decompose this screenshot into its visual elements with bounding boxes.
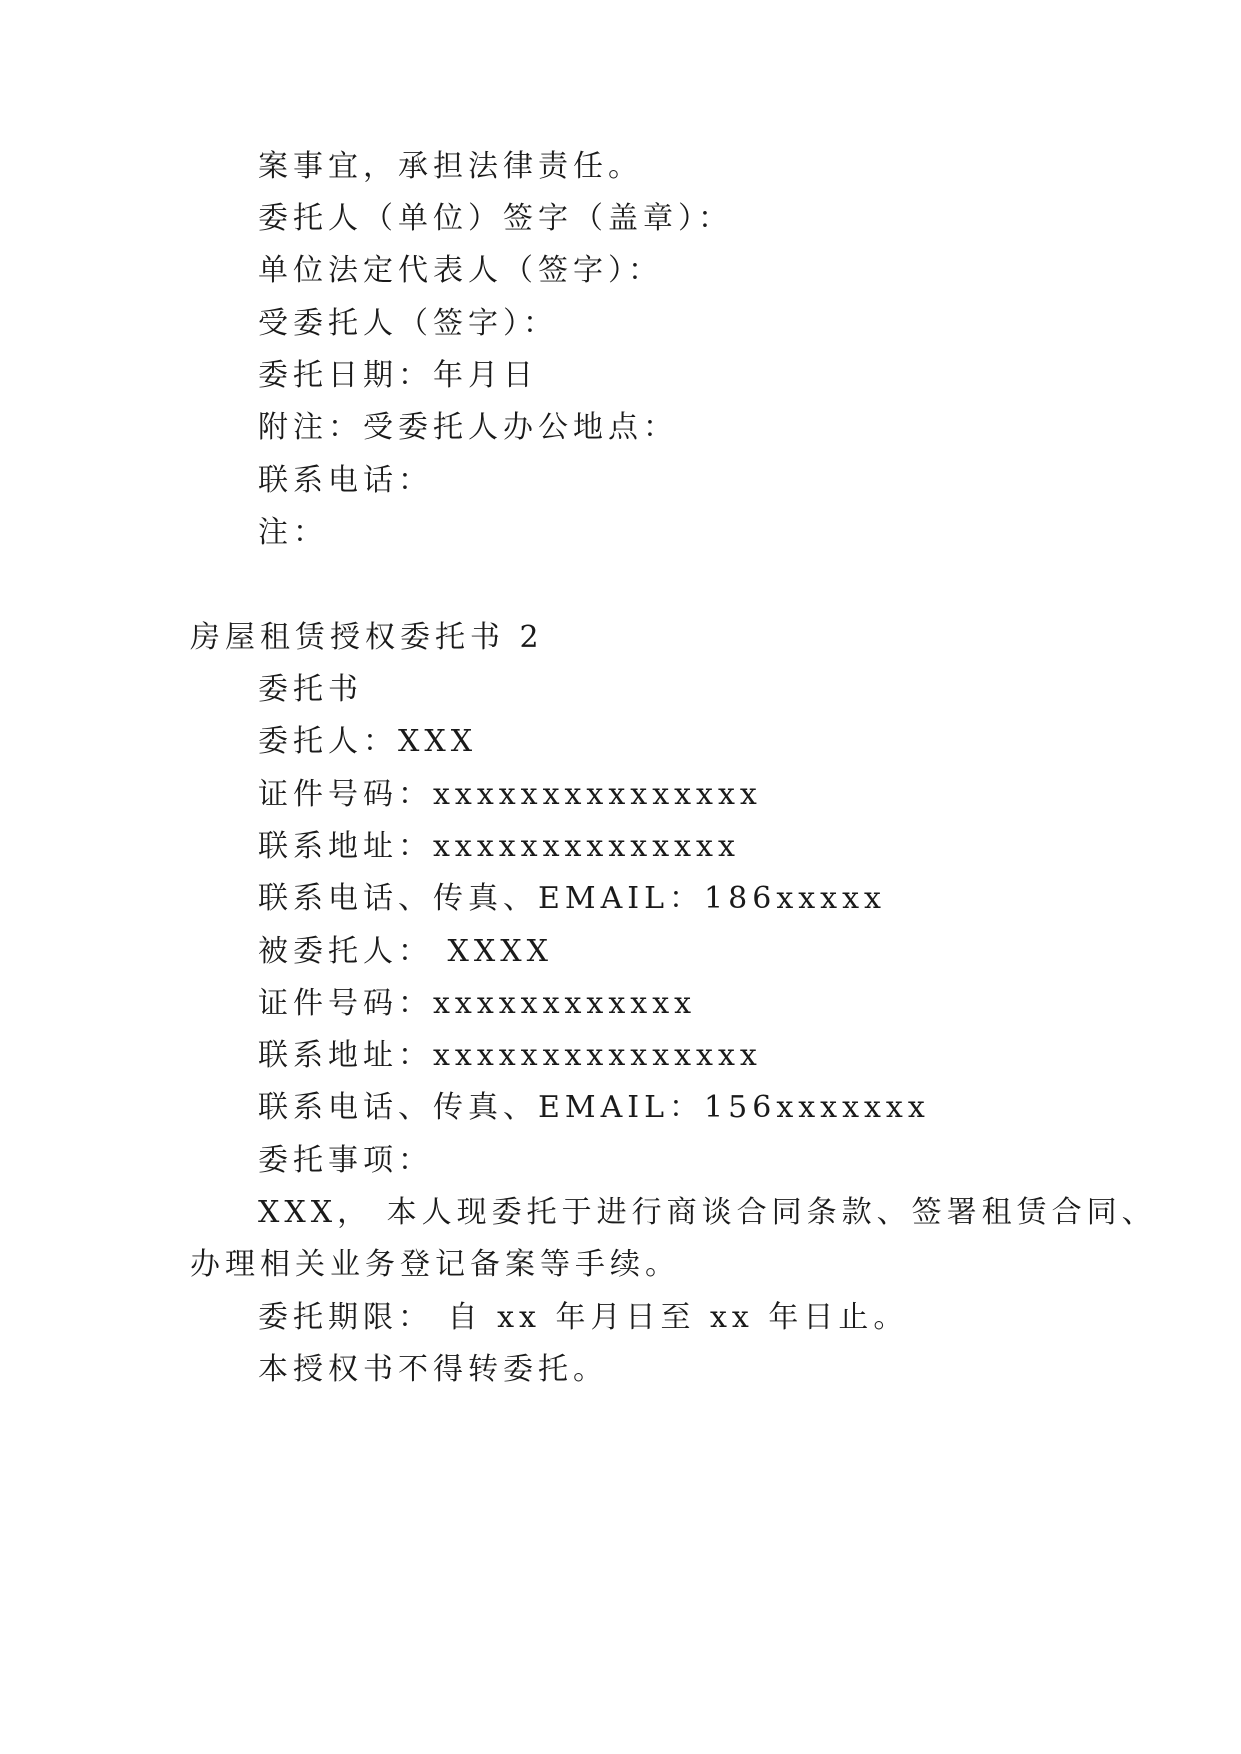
- principal-address: 联系地址：xxxxxxxxxxxxxx: [258, 829, 740, 864]
- principal-id-number: 证件号码：xxxxxxxxxxxxxxx: [258, 777, 762, 812]
- principal-contact: 联系电话、传真、EMAIL：186xxxxx: [258, 881, 886, 916]
- entrust-term: 委托期限： 自 xx 年月日至 xx 年日止。: [258, 1300, 909, 1335]
- text-line-note: 注：: [258, 515, 328, 550]
- text-line-office-location: 附注：受委托人办公地点：: [258, 410, 678, 445]
- agent-contact: 联系电话、传真、EMAIL：156xxxxxxx: [258, 1090, 930, 1125]
- text-line-entrust-date: 委托日期：年月日: [258, 358, 538, 393]
- agent-address: 联系地址：xxxxxxxxxxxxxxx: [258, 1038, 762, 1073]
- section-heading: 委托书: [258, 672, 363, 707]
- section-title: 房屋租赁授权委托书 2: [190, 620, 544, 655]
- text-line-contact-phone: 联系电话：: [258, 463, 433, 498]
- text-line-agent-signature: 受委托人（签字）：: [258, 306, 558, 341]
- text-line-legal-responsibility: 案事宜，承担法律责任。: [258, 149, 643, 184]
- agent-name: 被委托人： XXXX: [258, 934, 553, 969]
- matters-label: 委托事项：: [258, 1143, 433, 1178]
- agent-id-number: 证件号码：xxxxxxxxxxxx: [258, 986, 697, 1021]
- principal-name: 委托人：XXX: [258, 724, 478, 759]
- matters-text-line-1: XXX， 本人现委托于进行商谈合同条款、签署租赁合同、: [258, 1195, 1157, 1230]
- matters-text-line-2: 办理相关业务登记备案等手续。: [190, 1247, 680, 1282]
- no-transfer-clause: 本授权书不得转委托。: [258, 1352, 608, 1387]
- text-line-principal-signature: 委托人（单位）签字（盖章）：: [258, 201, 733, 236]
- text-line-legal-rep-signature: 单位法定代表人（签字）：: [258, 253, 663, 288]
